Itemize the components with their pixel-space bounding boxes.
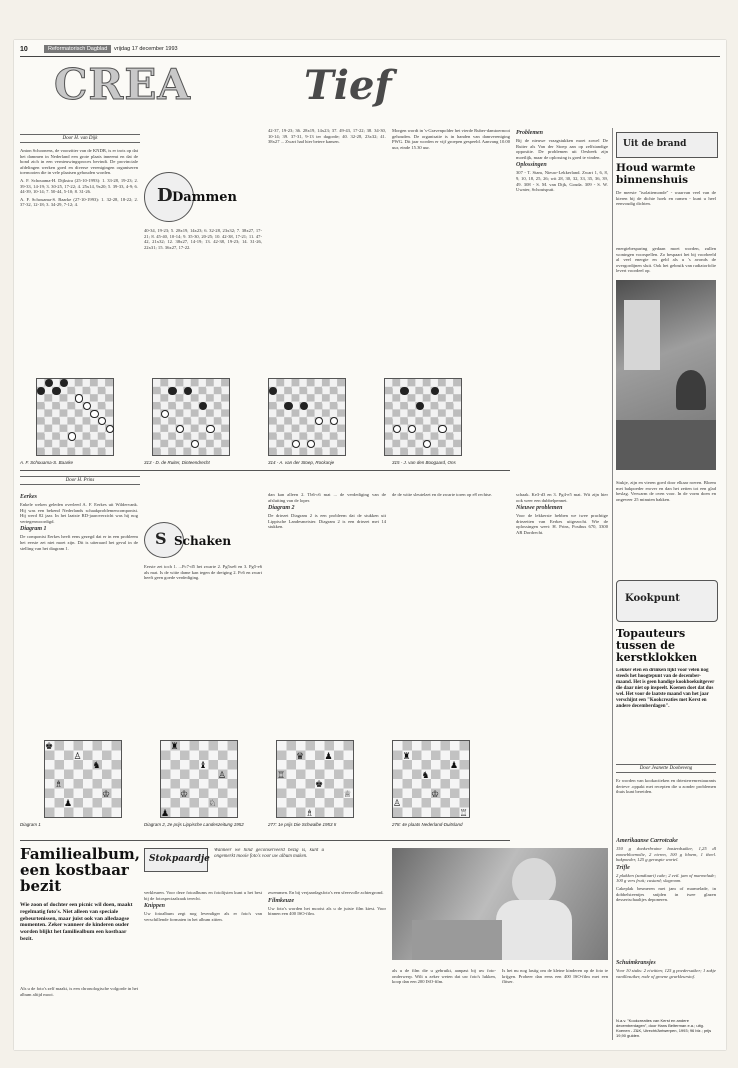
draughts-piece [400, 387, 408, 395]
schaken-diagram2-heading: Diagram 2 [268, 505, 295, 512]
uit-de-brand-label: Uit de brand [623, 139, 687, 149]
kookpunt-logo [616, 580, 718, 622]
dammen-credit-2: A. F. Schouama-S. Baarke (27-10-1993): 1. 32-28, 18-22; 2. 37-32, 12-18; 3. 34-29, 7-12; 4. [20, 196, 138, 208]
chess-piece: ♚ [315, 779, 324, 789]
publication-name: Reformatorisch Dagblad [44, 45, 111, 53]
dammen-intro: Anton Schoonens, de voorzitter van de KNDB, is er trots op dat het dammen in Nederland een grote plaats inneemt en dat de bond zich in een vernieuwingsproces bevindt. De provinciale afdelingen werken goed en diverse verenigingen organiseren toernooien die in vele plaatsen gehouden worden. [20, 148, 138, 176]
draughts-piece [438, 425, 446, 433]
stokpaardje-label: Stokpaardje [149, 854, 210, 864]
kookpunt-carrotcake [616, 836, 716, 956]
familiealbum-column-3 [268, 890, 386, 1046]
dammen-column-5 [516, 128, 608, 368]
chess-piece: ♞ [92, 760, 101, 770]
uit-de-brand-logo [616, 132, 718, 158]
chess-piece: ♗ [305, 807, 314, 818]
schaken-column-4: de de witte sleutelzet en de zwarte toren op e8 rechtse. [392, 492, 493, 497]
chess-piece: ♛ [296, 750, 305, 761]
right-column-divider [612, 128, 613, 1040]
masthead-tief: Tief [304, 62, 392, 109]
schaken-col1b-text: De componist Eerkes heeft eens gezegd dat er in een probleem het eerste zet niet moet zijn. Dit is uiteraard het geval in de stelling van het diagram 1. [20, 534, 138, 551]
schaken-caption-1: Diagram 1 [20, 822, 41, 827]
page-number: 10 [20, 46, 28, 53]
draughts-piece [184, 387, 192, 395]
draughts-piece [393, 425, 401, 433]
schaken-eerkes-heading: Eerkes [20, 494, 37, 500]
schuimkransjes-heading: Schuimkransjes [616, 960, 656, 966]
chess-piece: ♝ [199, 760, 208, 770]
stokpaardje-logo [144, 848, 208, 872]
draughts-piece [90, 410, 98, 418]
chess-piece: ♘ [208, 798, 217, 808]
schaken-caption-2: Diagram 2, 2e prijs Lippische Landeszeitung 1952 [144, 822, 244, 827]
schaken-column-1 [20, 492, 138, 732]
trifle-recipe: 2 plakken (zandtaart) cake; 2 eetl. jam of marmelade; 100 g vers fruit; custard; slagroom. [616, 872, 716, 884]
draughts-piece [161, 410, 169, 418]
draughts-piece [75, 394, 83, 402]
carrotcake-recipe: 150 g donkerbruine basterdsuiker, 1,25 dl zonnebloemolie, 2 eieren, 100 g bloem, 1 theel. bakpoeder, 125 g geraspte wortel. [616, 846, 716, 863]
familiealbum-col2b-text: Uw fotoalbum zegt nog levendiger als er foto's van verschillende formaten in het album zitten. [144, 911, 262, 922]
dammen-section-title: Dammen [172, 190, 237, 205]
chess-piece: ♚ [45, 741, 54, 751]
chess-piece: ♜ [402, 750, 411, 761]
familiealbum-col3b-text: Uw foto's worden het mooist als u de juiste film kiest. Voor binnen een 400 ISO-film. [268, 905, 386, 917]
chess-piece: ♟ [324, 750, 333, 761]
schuimkransjes-recipe: Voor 10 stuks: 2 eiwitten; 125 g poedersuiker; 1 zakje vanillesuiker, rode of groene geurkleurstof. [616, 968, 716, 979]
draughts-piece [300, 402, 308, 410]
draughts-piece [168, 387, 176, 395]
kookpunt-body: Er worden van kookactieken en driesterrenrestaurants derieve .oppakt met recepten die u zonder problemen thuis kunt bereiden. [616, 778, 716, 795]
schaken-nieuwe-problemen-heading: Nieuwe problemen [516, 505, 563, 512]
chess-piece: ♟ [64, 798, 73, 808]
schaken-col1-text: Enkele weken geleden overleed A. F. Eerkes uit Wildervank. Hij was een bekend Nederlands schaakproblemencomponist. Hij werd 82 jaar. In het laatste RD-jaaroverzicht was hij nog vertegenwoordigd. [20, 502, 138, 524]
chess-piece: ♔ [102, 788, 111, 799]
living-room-photo [616, 280, 716, 470]
familiealbum-col3-text: zwemmen. En bij verjaardagsfoto's een sfeervolle achtergrond. [268, 890, 384, 895]
schaken-divider [20, 840, 510, 841]
draughts-piece [206, 425, 214, 433]
familiealbum-col2-text: verkleuren. Voor deze fotoalbums en fotolijsten kunt u het best bij de fotospeciaalzaak terecht. [144, 890, 262, 901]
schaken-column-5 [516, 492, 608, 732]
chess-piece: ♙ [393, 798, 402, 808]
dammen-caption-2: 313 - D. de Ruiter, Dinteendrecht [144, 460, 210, 465]
schaken-column-2: Eerste zet toch 1. ...Pc7-d5 het zwarte 2. Pg5xe6 en 3. Pg5-e6 als mat. Is de witte dame kan tegen de dreiging 2. Pc6 en zwart heeft geen goede verdediging. [144, 564, 262, 581]
chess-piece: ♖ [277, 769, 286, 780]
kookpunt-schuimkransjes [616, 958, 716, 1014]
familiealbum-column-2 [144, 890, 262, 1046]
dammen-divider [20, 470, 510, 471]
draughts-piece [416, 402, 424, 410]
brand-lead: De meeste "isolatiemonde" - waarvan veel van de kieren bij de dichte hoek en ramen - kunt u heel eenvoudig dichten. [616, 190, 716, 207]
kookpunt-label: Kookpunt [625, 593, 680, 604]
kookpunt-intro: Stukje, zijn en vieren goed door elkaar roeren. Bloem met bakpoeder erover en dan het zetten tot een glad beslag. Verwarm de oven voor. In de vorm doen en ongeveer 25 minuten bakken. [616, 480, 716, 502]
masthead-crea: CREA [54, 60, 191, 109]
newspaper-page [14, 40, 726, 1050]
dammen-col4-text: Morgen wordt in 's-Gravenpolder het vierde Ruber-damtoernooi gehouden. De organisatie is in handen van damvereniging PWG. Dit jaar worden er vijf groepen gespeeld. Aanvang 10.00 uur, einde 15.30 uur. [392, 128, 510, 150]
chess-piece: ♖ [459, 807, 468, 818]
schaken-column-3 [268, 492, 386, 732]
chess-piece: ♙ [73, 750, 82, 761]
familiealbum-column-5: Is het nu nog lastig om de kleine kinderen op de foto te krijgen. Probeer dan eens een 400 ISO-film met een flitser. [502, 968, 608, 985]
chess-piece: ♟ [450, 760, 459, 770]
brand-headline: Houd warmte binnenshuis [616, 162, 696, 186]
dammen-caption-1: A. F. Schouama-S. Baarke [20, 460, 73, 465]
kookpunt-credit: N.a.v. "Kookcreaties van Kerst en andere decemberdagen", door Hans Belterman e.a.; uitg. Koenen - Z&K, Utrecht/Antwerpen, 1993; 96 blz.; prijs 19,90 gulden. [616, 1018, 712, 1038]
familiealbum-filmkeuze-heading: Filmkeuze [268, 897, 295, 904]
kookpunt-lead: Lekker eten en drinken lijkt voor velen nog steeds het hoogtepunt van de december-maand. Het is geen handige kookboekuitgever die daar niet op inspeelt. Koenen doet dat dus wel. Het voor de laatste maand van het jaar verschijnt een "Kookcreaties met Kerst en andere decemberdagen". [616, 668, 715, 709]
familiealbum-headline: Familiealbum, een kostbaar bezit [20, 845, 140, 895]
schaken-caption-3: 277: 1e prijs Die Schwalbe 1953 II [268, 822, 337, 827]
chess-piece: ♗ [54, 779, 63, 789]
schaken-col3b-text: De driezet Diagram 2 is een probleem dat de stukken uit Lippische Landesmeister. Diagram 2 is een driezet met 14 stukken. [268, 513, 386, 530]
schaken-col5b-text: Voor de lekkerste hebben we twee prachtige driezetten van Eerkes uitgezocht. Wie de oplossingen weet: H. Prins, Postbus 670, 3300 AR Dordrecht. [516, 513, 608, 535]
schaken-byline: Door H. Prins [20, 476, 140, 485]
schaken-col3-text: dan kan alleen 2. Tb6-c6 mat ... de verdediging van de afsluiting van de loper. [268, 492, 386, 503]
dammen-problemen-heading: Problemen [516, 130, 543, 136]
schaken-logo: S [144, 522, 184, 558]
chess-piece: ♟ [161, 807, 170, 818]
dammen-oplossingen-heading: Oplossingen [516, 162, 547, 169]
familiealbum-quote: Wanneer we hind geconserveerd bezig is, kunt u ongemerkt mooie foto's voor uw album maken. [214, 848, 324, 859]
chess-board-2 [160, 740, 238, 818]
familiealbum-body: Als u de foto's zelf maakt, is een chronologische volgorde in het album altijd mooi. [20, 986, 138, 997]
familiealbum-lead: Wie zoon of dochter een picnic wil doen, maakt regelmatig foto's. Niet alleen van speciale gebeurtenissen, maar juist ook van alledaagse momenten. Zeker wanneer de kinderen ouder worden blijkt het familiealbum een kostbaar bezit. [20, 902, 133, 942]
schaken-caption-4: 278: 4e plaats Nederland-Duitsland [392, 822, 463, 827]
draughts-piece [52, 387, 60, 395]
chess-piece: ♕ [343, 788, 352, 799]
masthead [54, 60, 524, 110]
kookpunt-headline: Topauteurs tussen de kerstklokken [616, 627, 698, 664]
trifle-body: Cakeplak besmeren met jam of marmelade, in dobbelsteentjes snijden in twee glazen dessertschaaltjes deponeren. [616, 885, 716, 903]
draughts-piece [431, 387, 439, 395]
dammen-caption-4: 315 - J. van den Boogaard, Ons [392, 460, 456, 465]
draughts-piece [68, 432, 76, 440]
dammen-byline: Door H. van Dijk [20, 134, 140, 143]
draughts-piece [106, 425, 114, 433]
familiealbum-column-4: als u de film die u gebruikt, aanpast bij uw foto-onderwerp. Wilt u zeker weten dat uw foto's lukken, koop dan een 200 ISO-film. [392, 968, 496, 985]
child-photo [392, 848, 608, 960]
dammen-col5-text: Bij de nieuwe vraagstukken moet zowel De Ruiter als Van der Stoep aan op zelfstandige oppositie. De problemen uit Oesbeek zijn moeilijk, maar de oplossing is goed te vinden. [516, 138, 608, 160]
dammen-column-2: 40-34, 19-23; 5. 28x19, 14x23; 6. 32-28, 23x32; 7. 38x27, 17-21; 8. 45-40, 10-14; 9. 35-30, 20-25; 10. 42-38, 17-21; 11. 47-42, 21x32; 12. 38x27, 14-19; 13. 42-38, 19-23; 14. 31-26, 22x31; 15. 36x27, 17-22. [144, 228, 262, 250]
kookpunt-byline: Door Jeanette Dooheveng [616, 764, 716, 773]
chess-piece: ♔ [180, 788, 189, 799]
dammen-logo: D [144, 172, 194, 222]
familiealbum-knippen-heading: Knippen [144, 903, 166, 910]
chess-piece: ♔ [431, 788, 440, 799]
chess-piece: ♜ [170, 741, 179, 751]
brand-right-column: energiebesparing gedaan moet worden, zullen woningen voorspellen. Zo bespaart het bij voorbeeld al veel energie en geld als u 's avonds de overgordijnen sluit. Ook het gebruik van radiatorfolie levert voordeel op. [616, 246, 716, 274]
page-header [20, 44, 720, 57]
dammen-column-1 [20, 148, 138, 368]
trifle-heading: Trifle [616, 864, 630, 871]
dammen-credit-1: A. F. Schouama-H. Dijkstra (25-10-1993): 1. 33-28, 19-23; 2. 39-33, 14-19; 3. 30-25, 17-22; 4. 25x14, 9x20; 5. 39-33, 4-9; 6. 44-39, 10-14; 7. 50-44, 5-10; 8. 31-26. [20, 177, 138, 195]
dammen-caption-3: 314 - A. van der Stoep, Rockanje [268, 460, 335, 465]
dammen-column-4 [392, 128, 510, 368]
schaken-diagram1-heading: Diagram 1 [20, 526, 47, 533]
schaken-section-title: Schaken [174, 534, 232, 548]
chess-piece: ♙ [218, 769, 227, 780]
carrotcake-heading: Amerikaanse Carrotcake [616, 838, 678, 844]
chess-piece: ♞ [421, 769, 430, 780]
dammen-column-3: 42-37, 19-23; 36. 28x19, 14x23; 37. 49-43, 17-22; 38. 34-30, 10-14; 39. 37-31, 9-13 ter dagorde; 40. 32-28, 23x32; 41. 38x27 ... Zwart had hier betere kansen. [268, 128, 386, 145]
draughts-piece [284, 402, 292, 410]
page-date: vrijdag 17 december 1993 [114, 46, 178, 52]
dammen-col5b-text: 307 - T. Stam, Nieuw-Lekkerland. Zwart 1, 6, 8, 9, 10, 18, 25, 26; wit 28, 30, 32, 33, 35, 36, 39, 49. 308 - S. M. van Dijk, Gouda. 309 - S. W. Uwater, Schoutsputt. [516, 170, 608, 193]
schaken-col5-text: schaak. Ke3-d3 en 3. Pg4-e5 mat. Wit zijn hier ook weer een dubbelpennet. [516, 492, 608, 503]
